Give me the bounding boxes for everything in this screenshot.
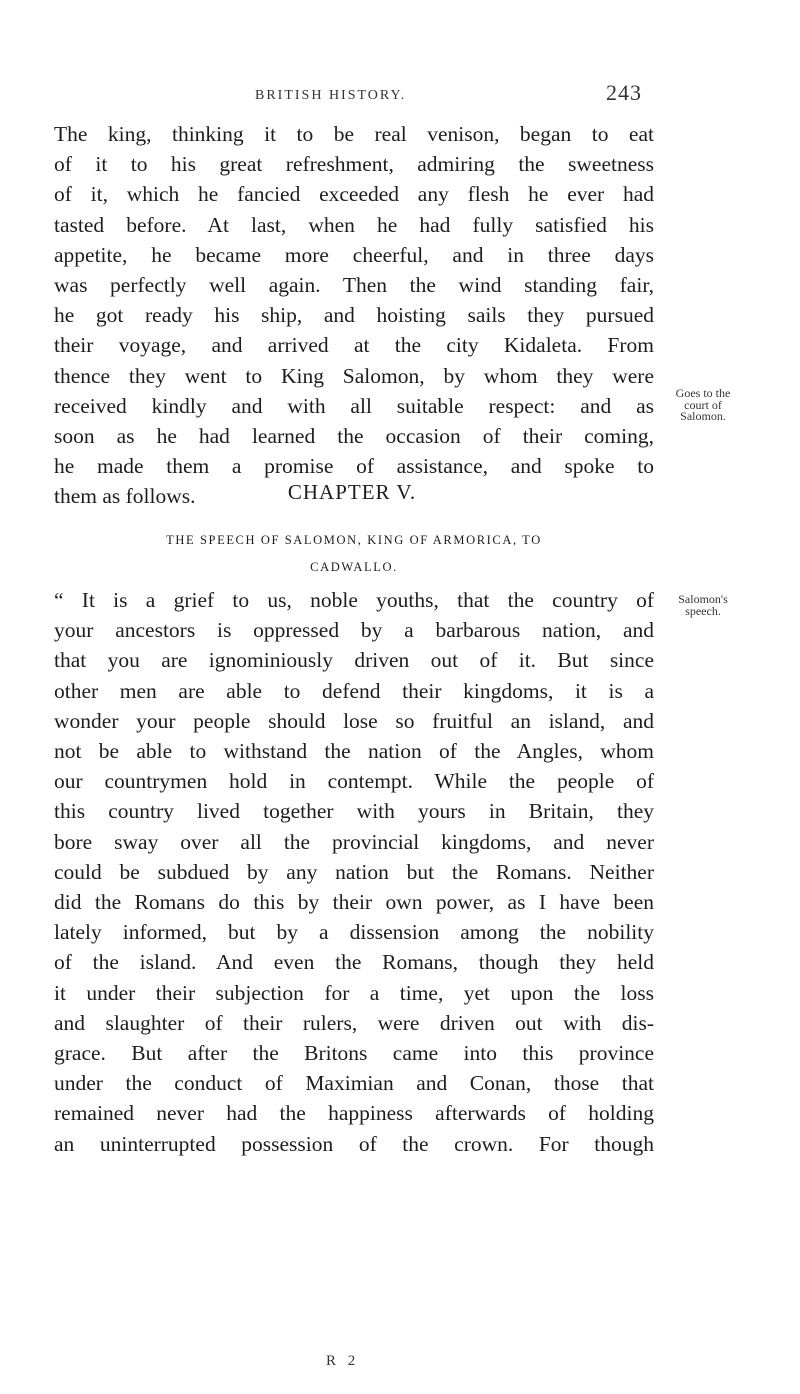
- text-line: an uninterrupted possession of the crown. For though: [54, 1131, 654, 1156]
- text-line: and slaughter of their rulers, were driven out with dis-: [54, 1010, 654, 1035]
- text-line: bore sway over all the provincial kingdoms, and never: [54, 829, 654, 854]
- text-line: wonder your people should lose so fruitful an island, and: [54, 708, 654, 733]
- text-line: soon as he had learned the occasion of their coming,: [54, 424, 654, 449]
- text-line: could be subdued by any nation but the Romans. Neither: [54, 859, 654, 884]
- margin-note-line: court of: [684, 397, 722, 412]
- margin-note-line: speech.: [685, 603, 721, 618]
- text-line: remained never had the happiness afterwards of holding: [54, 1101, 654, 1126]
- text-line: of the island. And even the Romans, though they held: [54, 950, 654, 975]
- text-line: other men are able to defend their kingdoms, it is a: [54, 678, 654, 703]
- text-line: he made them a promise of assistance, and spoke to: [54, 454, 654, 479]
- page-number: 243: [606, 80, 642, 105]
- text-line: lately informed, but by a dissension among the nobility: [54, 920, 654, 945]
- text-line: your ancestors is oppressed by a barbarous nation, and: [54, 618, 654, 643]
- margin-note-line: Salomon.: [680, 409, 726, 423]
- chapter-title: CHAPTER V.: [287, 480, 417, 504]
- text-line: did the Romans do this by their own power, as I have been: [54, 890, 654, 915]
- text-line: them as follows.: [54, 484, 196, 509]
- text-line: appetite, he became more cheerful, and in three days: [54, 242, 654, 267]
- chapter-subtitle: [54, 527, 654, 581]
- text-line: our countrymen hold in contempt. While the people of: [54, 769, 654, 794]
- text-line: The king, thinking it to be real venison, began to eat: [54, 122, 654, 146]
- chapter-subtitle-line: CADWALLO.: [310, 560, 398, 574]
- text-line: was perfectly well again. Then the wind standing fair,: [54, 273, 654, 298]
- text-line: of it to his great refreshment, admiring the sweetness: [54, 152, 654, 177]
- chapter-subtitle-line: THE SPEECH OF SALOMON, KING OF ARMORICA, TO: [166, 533, 542, 547]
- margin-note-line: Salomon's: [678, 592, 728, 606]
- text-line: received kindly and with all suitable respect: and as: [54, 393, 654, 418]
- margin-note-line: Goes to the: [675, 386, 731, 400]
- text-line: under the conduct of Maximian and Conan, those that: [54, 1071, 654, 1096]
- text-line: this country lived together with yours in Britain, they: [54, 799, 654, 824]
- text-line: that you are ignominiously driven out of it. But since: [54, 648, 654, 673]
- text-line: not be able to withstand the nation of the Angles, whom: [54, 739, 654, 764]
- paragraph-2: [54, 585, 654, 1159]
- margin-note-salomons-speech: [662, 594, 744, 617]
- text-line: grace. But after the Britons came into this province: [54, 1041, 654, 1066]
- paragraph-1: [54, 119, 654, 512]
- text-line: he got ready his ship, and hoisting sails they pursued: [54, 303, 654, 328]
- text-line: it under their subjection for a time, yet upon the loss: [54, 980, 654, 1005]
- margin-note-goes-to-court: [662, 388, 744, 423]
- text-line: of it, which he fancied exceeded any flesh he ever had: [54, 182, 654, 207]
- signature-mark: R 2: [326, 1353, 360, 1369]
- text-line: their voyage, and arrived at the city Kidaleta. From: [54, 333, 654, 358]
- running-head: BRITISH HISTORY.: [255, 88, 407, 103]
- text-line: tasted before. At last, when he had fully satisfied his: [54, 212, 654, 237]
- text-line: thence they went to King Salomon, by whom they were: [54, 363, 654, 388]
- text-line: “ It is a grief to us, noble youths, that the country of: [54, 588, 654, 612]
